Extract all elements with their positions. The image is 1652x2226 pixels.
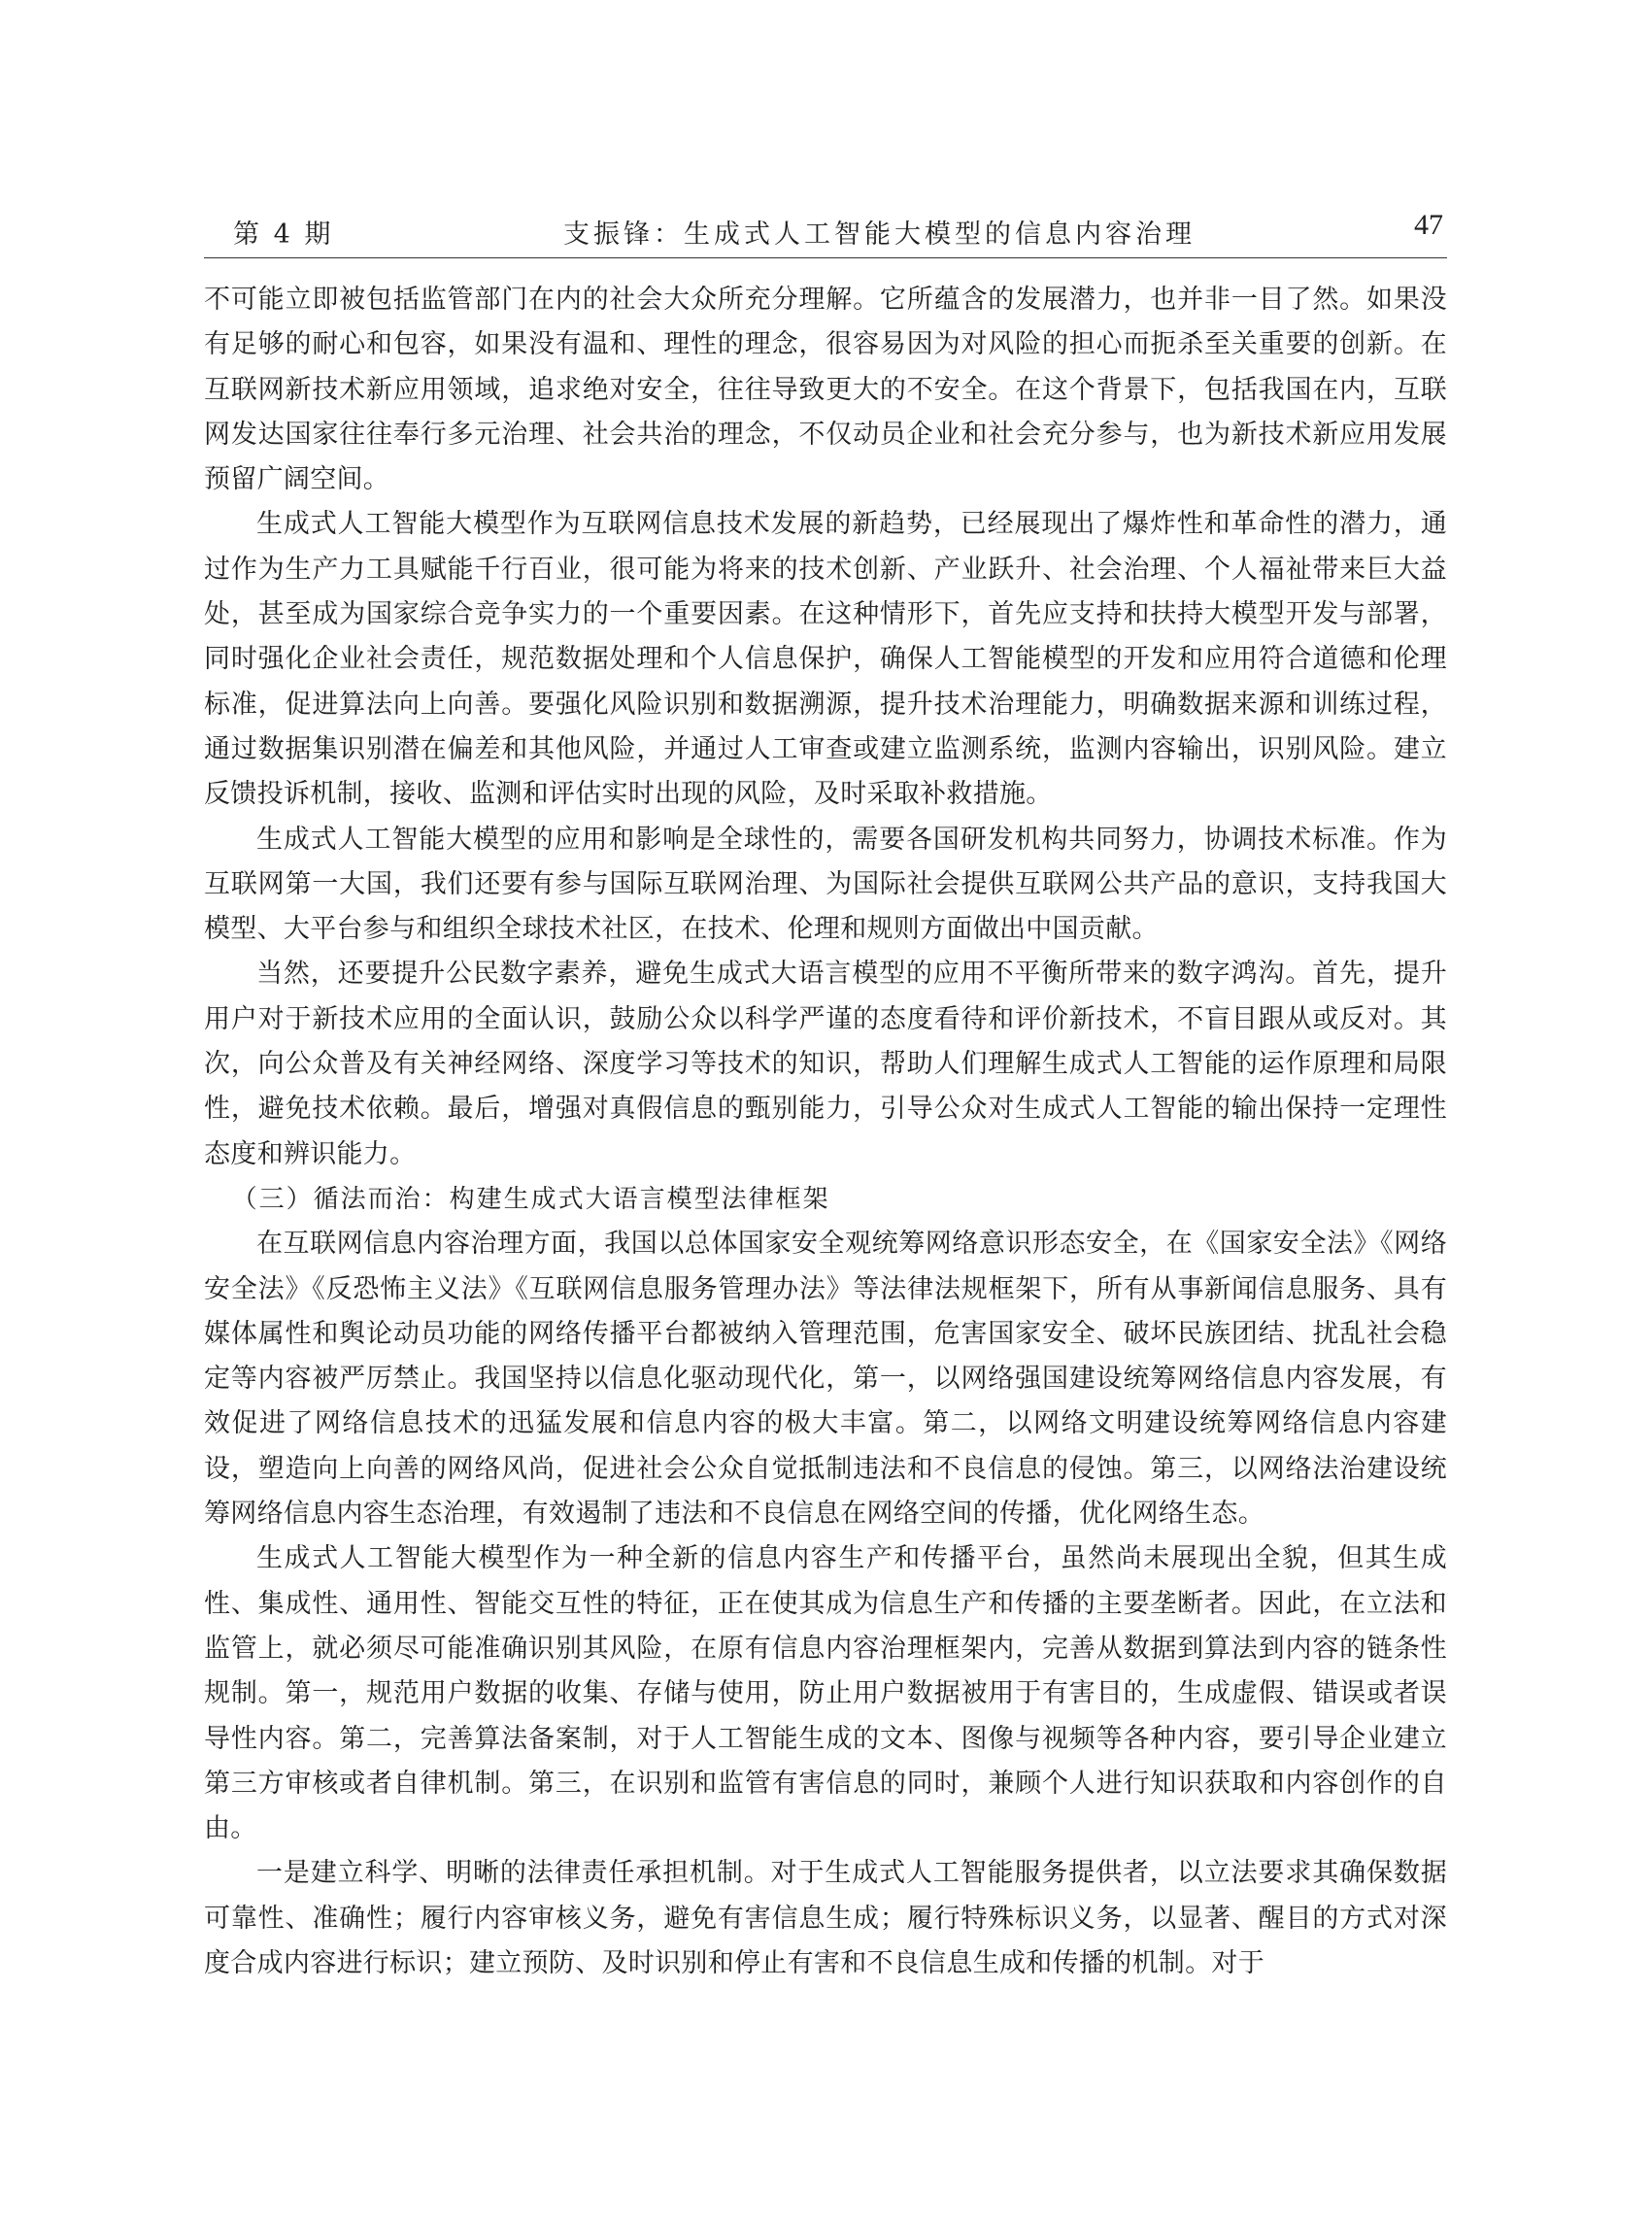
section-subheading: （三）循法而治：构建生成式大语言模型法律框架 xyxy=(231,1184,830,1214)
page-number: 47 xyxy=(1414,209,1443,241)
paragraph-continued: 不可能立即被包括监管部门在内的社会大众所充分理解。它所蕴含的发展潜力，也并非一目了然。如果没有足够的耐心和包容，如果没有温和、理性的理念，很容易因为对风险的担心而扼杀至关重要的创新。在互联网新技术新应用领域，追求绝对安全，往往导致更大的不安全。在这个背景下，包括我国在内，互联网发达国家往往奉行多元治理、社会共治的理念，不仅动员企业和社会充分参与，也为新技术新应用发展预留广阔空间。 xyxy=(204,285,1447,495)
issue-number: 第 4 期 xyxy=(233,219,334,250)
paragraph: 在互联网信息内容治理方面，我国以总体国家安全观统筹网络意识形态安全，在《国家安全法》《网络安全法》《反恐怖主义法》《互联网信息服务管理办法》等法律法规框架下，所有从事新闻信息服务、具有媒体属性和舆论动员功能的网络传播平台都被纳入管理范围，危害国家安全、破坏民族团结、扰乱社会稳定等内容被严厉禁止。我国坚持以信息化驱动现代化，第一，以网络强国建设统筹网络信息内容发展，有效促进了网络信息技术的迅猛发展和信息内容的极大丰富。第二，以网络文明建设统筹网络信息内容建设，塑造向上向善的网络风尚，促进社会公众自觉抵制违法和不良信息的侵蚀。第三，以网络法治建设统筹网络信息内容生态治理，有效遏制了违法和不良信息在网络空间的传播，优化网络生态。 xyxy=(204,1229,1447,1530)
paragraph: 生成式人工智能大模型作为一种全新的信息内容生产和传播平台，虽然尚未展现出全貌，但其生成性、集成性、通用性、智能交互性的特征，正在使其成为信息生产和传播的主要垄断者。因此，在立法和监管上，就必须尽可能准确识别其风险，在原有信息内容治理框架内，完善从数据到算法到内容的链条性规制。第一，规范用户数据的收集、存储与使用，防止用户数据被用于有害目的，生成虚假、错误或者误导性内容。第二，完善算法备案制，对于人工智能生成的文本、图像与视频等各种内容，要引导企业建立第三方审核或者自律机制。第三，在识别和监管有害信息的同时，兼顾个人进行知识获取和内容创作的自由。 xyxy=(204,1543,1447,1844)
running-title: 支振锋：生成式人工智能大模型的信息内容治理 xyxy=(563,219,1196,250)
paragraph: 生成式人工智能大模型作为互联网信息技术发展的新趋势，已经展现出了爆炸性和革命性的潜力，通过作为生产力工具赋能千行百业，很可能为将来的技术创新、产业跃升、社会治理、个人福祉带来巨大益处，甚至成为国家综合竞争实力的一个重要因素。在这种情形下，首先应支持和扶持大模型开发与部署，同时强化企业社会责任，规范数据处理和个人信息保护，确保人工智能模型的开发和应用符合道德和伦理标准，促进算法向上向善。要强化风险识别和数据溯源，提升技术治理能力，明确数据来源和训练过程，通过数据集识别潜在偏差和其他风险，并通过人工审查或建立监测系统，监测内容输出，识别风险。建立反馈投诉机制，接收、监测和评估实时出现的风险，及时采取补救措施。 xyxy=(204,509,1447,810)
paragraph: 当然，还要提升公民数字素养，避免生成式大语言模型的应用不平衡所带来的数字鸿沟。首先，提升用户对于新技术应用的全面认识，鼓励公众以科学严谨的态度看待和评价新技术，不盲目跟从或反对。其次，向公众普及有关神经网络、深度学习等技术的知识，帮助人们理解生成式人工智能的运作原理和局限性，避免技术依赖。最后，增强对真假信息的甄别能力，引导公众对生成式人工智能的输出保持一定理性态度和辨识能力。 xyxy=(204,959,1447,1169)
paragraph: 生成式人工智能大模型的应用和影响是全球性的，需要各国研发机构共同努力，协调技术标准。作为互联网第一大国，我们还要有参与国际互联网治理、为国际社会提供互联网公共产品的意识，支持我国大模型、大平台参与和组织全球技术社区，在技术、伦理和规则方面做出中国贡献。 xyxy=(204,824,1447,945)
article-body xyxy=(204,278,1447,1986)
paragraph: 一是建立科学、明晰的法律责任承担机制。对于生成式人工智能服务提供者，以立法要求其确保数据可靠性、准确性；履行内容审核义务，避免有害信息生成；履行特殊标识义务，以显著、醒目的方式对深度合成内容进行标识；建立预防、及时识别和停止有害和不良信息生成和传播的机制。对于 xyxy=(204,1858,1447,1978)
running-header xyxy=(204,209,1447,258)
